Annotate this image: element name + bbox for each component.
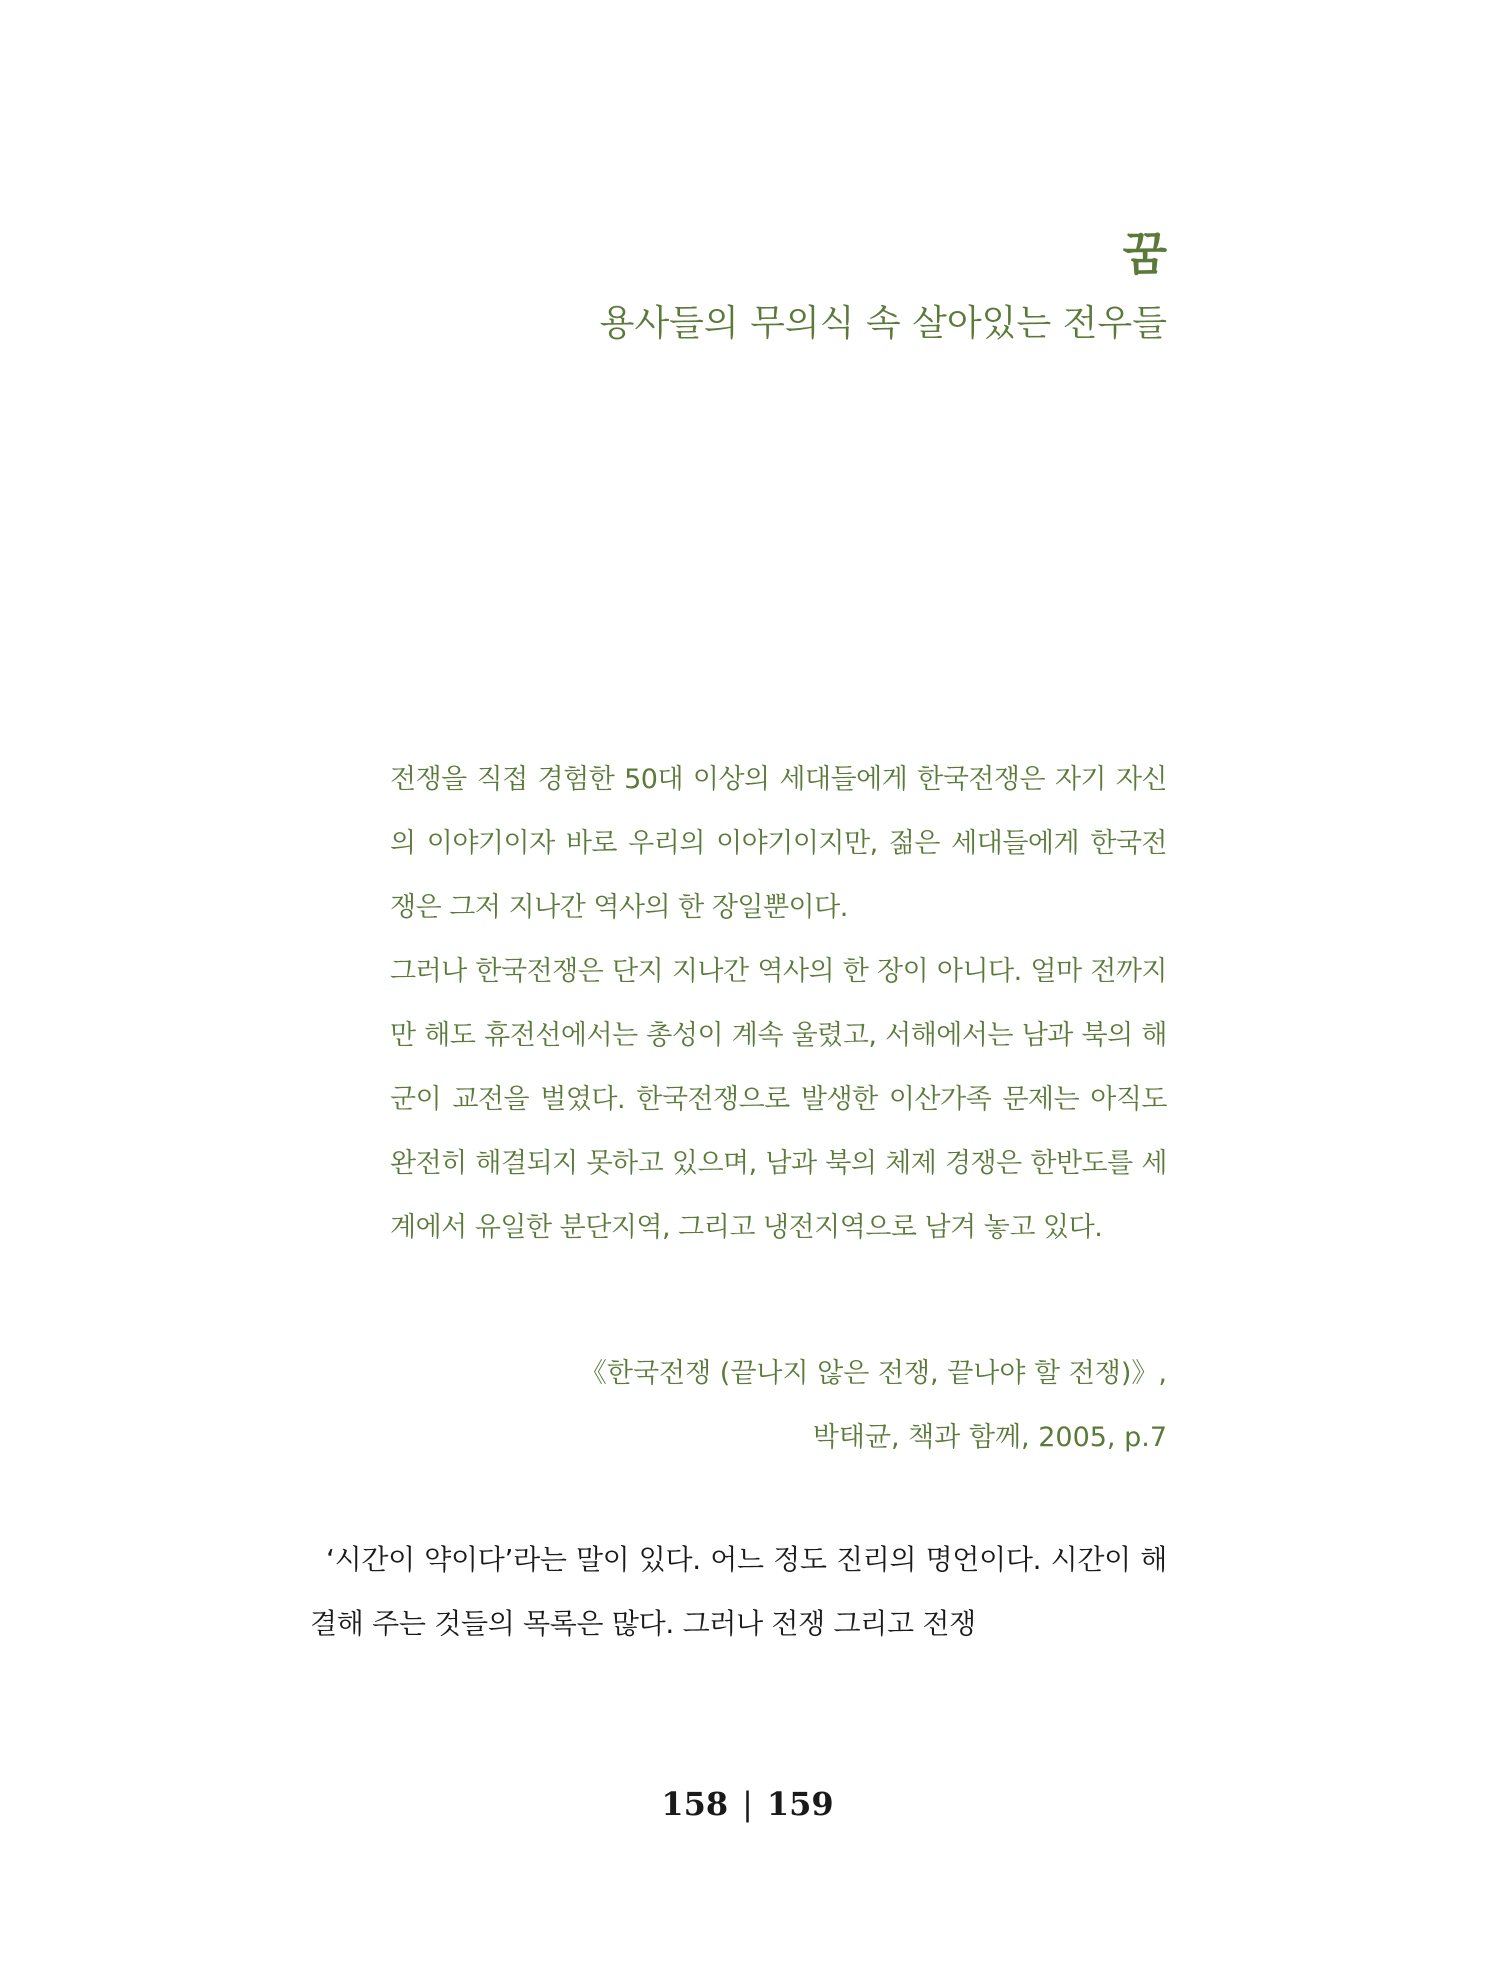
quote-paragraph-2: 그러나 한국전쟁은 단지 지나간 역사의 한 장이 아니다. 얼마 전까지만 해도 휴전선에서는 총성이 계속 울렸고, 서해에서는 남과 북의 해군이 교전을 벌였다. 한국전쟁으로 발생한 이산가족 문제는 아직도 완전히 해결되지 못하고 있으며, 남과 북의 체제 경쟁은 한반도를 세계에서 유일한 분단지역, 그리고 냉전지역으로 남겨 놓고 있다.	[390, 956, 1167, 1243]
citation-book-title: 《한국전쟁 (끝나지 않은 전쟁, 끝나야 할 전쟁)》,	[579, 1358, 1167, 1389]
body-text	[310, 1528, 1167, 1656]
chapter-subtitle: 용사들의 무의식 속 살아있는 전우들	[599, 303, 1167, 344]
body-paragraph: ‘시간이 약이다’라는 말이 있다. 어느 정도 진리의 명언이다. 시간이 해결해 주는 것들의 목록은 많다. 그러나 전쟁 그리고 전쟁	[310, 1543, 1167, 1640]
epigraph-quote	[390, 748, 1167, 1260]
right-page-number: 159	[766, 1785, 834, 1823]
page-numbers	[0, 1785, 1495, 1823]
chapter-heading	[600, 222, 1167, 352]
chapter-title: 꿈	[1122, 227, 1167, 281]
left-page-number: 158	[661, 1785, 729, 1823]
citation-source: 박태균, 책과 함께, 2005, p.7	[812, 1422, 1167, 1453]
page-number-separator: |	[742, 1785, 753, 1823]
quote-paragraph-1: 전쟁을 직접 경험한 50대 이상의 세대들에게 한국전쟁은 자기 자신의 이야기이자 바로 우리의 이야기이지만, 젊은 세대들에게 한국전쟁은 그저 지나간 역사의 한 장일뿐이다.	[390, 764, 1167, 923]
quote-citation	[580, 1342, 1167, 1470]
